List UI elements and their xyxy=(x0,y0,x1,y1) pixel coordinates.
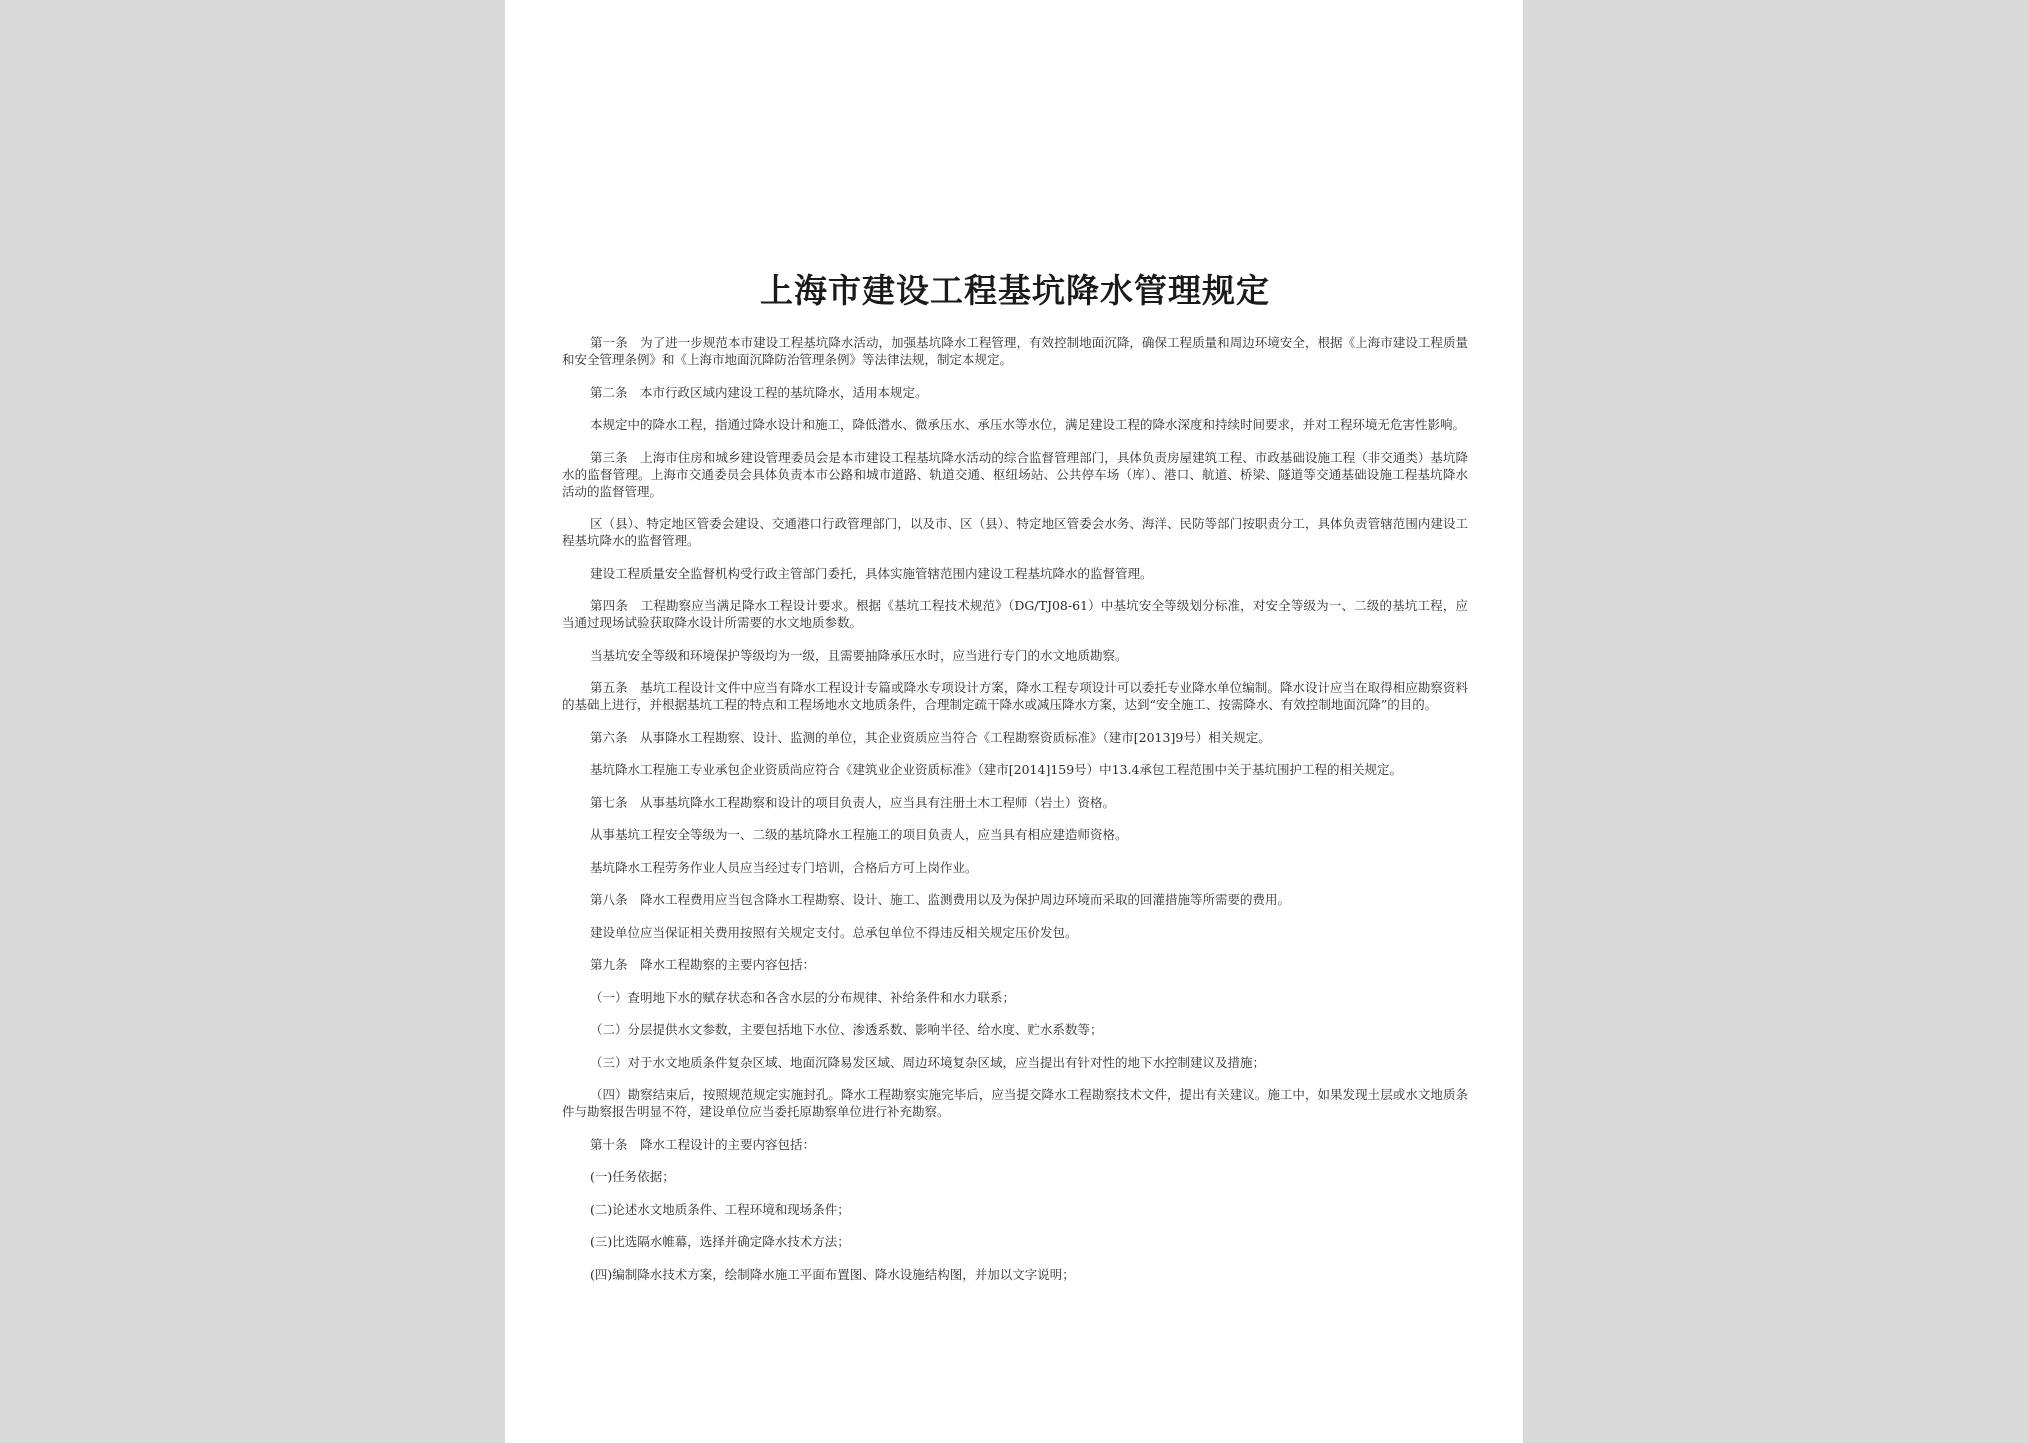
paragraph: 区（县）、特定地区管委会建设、交通港口行政管理部门，以及市、区（县）、特定地区管委会水务、海洋、民防等部门按职责分工，具体负责管辖范围内建设工程基坑降水的监督管理。 xyxy=(562,516,1468,548)
document-page xyxy=(505,0,1523,1443)
paragraph: 当基坑安全等级和环境保护等级均为一级，且需要抽降承压水时，应当进行专门的水文地质勘察。 xyxy=(590,647,1128,663)
document-body xyxy=(562,334,1468,1283)
paragraph: 第三条 上海市住房和城乡建设管理委员会是本市建设工程基坑降水活动的综合监督管理部门，具体负责房屋建筑工程、市政基础设施工程（非交通类）基坑降水的监督管理。上海市交通委员会具体负责本市公路和城市道路、轨道交通、枢纽场站、公共停车场（库）、港口、航道、桥梁、隧道等交通基础设施工程基坑降水活动的监督管理。 xyxy=(562,449,1468,499)
paragraph: 第十条 降水工程设计的主要内容包括： xyxy=(590,1136,816,1152)
paragraph: （一）查明地下水的赋存状态和各含水层的分布规律、补给条件和水力联系； xyxy=(590,989,1016,1005)
paragraph: （三）对于水文地质条件复杂区域、地面沉降易发区域、周边环境复杂区域，应当提出有针对性的地下水控制建议及措施； xyxy=(590,1054,1266,1070)
paragraph: 本规定中的降水工程，指通过降水设计和施工，降低潜水、微承压水、承压水等水位，满足建设工程的降水深度和持续时间要求，并对工程环境无危害性影响。 xyxy=(590,417,1466,432)
paragraph: 建设单位应当保证相关费用按照有关规定支付。总承包单位不得违反相关规定压价发包。 xyxy=(590,924,1078,940)
paragraph: (一)任务依据； xyxy=(590,1169,675,1184)
paragraph: 从事基坑工程安全等级为一、二级的基坑降水工程施工的项目负责人，应当具有相应建造师资格。 xyxy=(590,827,1128,842)
paragraph: 基坑降水工程施工专业承包企业资质尚应符合《建筑业企业资质标准》（建市[2014]159号）中13.4承包工程范围中关于基坑围护工程的相关规定。 xyxy=(590,762,1403,777)
paragraph: (二)论述水文地质条件、工程环境和现场条件； xyxy=(590,1201,850,1217)
paragraph: 第八条 降水工程费用应当包含降水工程勘察、设计、施工、监测费用以及为保护周边环境而采取的回灌措施等所需要的费用。 xyxy=(590,892,1291,907)
paragraph: 第九条 降水工程勘察的主要内容包括： xyxy=(590,957,816,972)
document-title: 上海市建设工程基坑降水管理规定 xyxy=(760,271,1270,310)
paragraph: (四)编制降水技术方案，绘制降水施工平面布置图、降水设施结构图，并加以文字说明； xyxy=(590,1266,1075,1282)
paragraph: 建设工程质量安全监督机构受行政主管部门委托，具体实施管辖范围内建设工程基坑降水的监督管理。 xyxy=(590,565,1153,581)
paragraph: (三)比选隔水帷幕，选择并确定降水技术方法； xyxy=(590,1234,850,1249)
paragraph: 基坑降水工程劳务作业人员应当经过专门培训，合格后方可上岗作业。 xyxy=(590,859,978,875)
paragraph: 第六条 从事降水工程勘察、设计、监测的单位，其企业资质应当符合《工程勘察资质标准》（建市[2013]9号）相关规定。 xyxy=(590,729,1271,745)
paragraph: 第七条 从事基坑降水工程勘察和设计的项目负责人，应当具有注册土木工程师（岩土）资格。 xyxy=(590,794,1116,810)
paragraph: 第五条 基坑工程设计文件中应当有降水工程设计专篇或降水专项设计方案，降水工程专项设计可以委托专业降水单位编制。降水设计应当在取得相应勘察资料的基础上进行，并根据基坑工程的特点和工程场地水文地质条件，合理制定疏干降水或减压降水方案，达到“安全施工、按需降水、有效控制地面沉降”的目的。 xyxy=(562,680,1468,712)
paragraph: 第一条 为了进一步规范本市建设工程基坑降水活动，加强基坑降水工程管理，有效控制地面沉降，确保工程质量和周边环境安全，根据《上海市建设工程质量和安全管理条例》和《上海市地面沉降防治管理条例》等法律法规，制定本规定。 xyxy=(562,335,1468,367)
paragraph: （二）分层提供水文参数，主要包括地下水位、渗透系数、影响半径、给水度、贮水系数等； xyxy=(590,1022,1103,1037)
paragraph: （四）勘察结束后，按照规范规定实施封孔。降水工程勘察实施完毕后，应当提交降水工程勘察技术文件，提出有关建议。施工中，如果发现土层或水文地质条件与勘察报告明显不符，建设单位应当委托原勘察单位进行补充勘察。 xyxy=(562,1087,1468,1119)
paragraph: 第四条 工程勘察应当满足降水工程设计要求。根据《基坑工程技术规范》（DG/TJ08-61）中基坑安全等级划分标准，对安全等级为一、二级的基坑工程，应当通过现场试验获取降水设计所需要的水文地质参数。 xyxy=(562,598,1468,630)
paragraph: 第二条 本市行政区域内建设工程的基坑降水，适用本规定。 xyxy=(590,384,928,400)
